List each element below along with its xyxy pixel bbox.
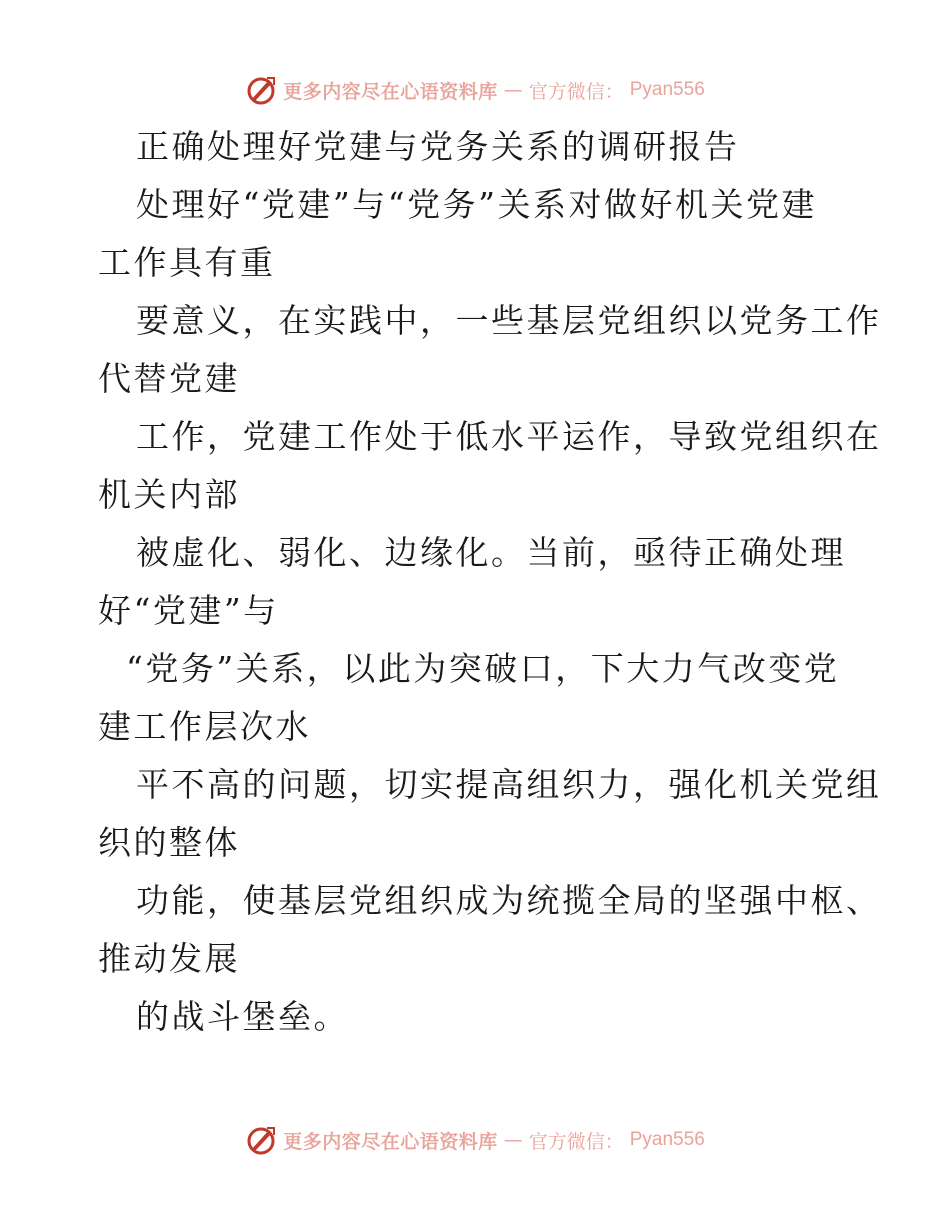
text-line: 的战斗堡垒。 — [136, 997, 349, 1036]
watermark-wechat-id: Pyan556 — [629, 1129, 705, 1150]
text-line: 织的整体 — [98, 823, 240, 862]
watermark-separator: — — [503, 79, 523, 101]
watermark-text: 更多内容尽在心语资料库 — [283, 80, 498, 103]
text-line: 机关内部 — [98, 475, 240, 514]
text-line: 好“党建”与 — [98, 591, 279, 630]
text-line: 推动发展 — [98, 939, 240, 978]
footer-watermark — [0, 1120, 950, 1160]
text-line: 工作具有重 — [98, 243, 276, 282]
watermark-separator: — — [503, 1129, 523, 1151]
watermark-wechat-id: Pyan556 — [629, 79, 705, 100]
text-line: 功能，使基层党组织成为统揽全局的坚强中枢、 — [136, 881, 882, 920]
quill-logo-icon — [245, 1124, 277, 1156]
watermark-wechat-label: 官方微信： — [528, 80, 624, 103]
document-title: 正确处理好党建与党务关系的调研报告 — [136, 127, 740, 166]
text-line: 平不高的问题，切实提高组织力，强化机关党组 — [136, 765, 882, 804]
header-watermark — [0, 70, 950, 110]
text-line: 代替党建 — [98, 359, 240, 398]
text-line: 工作，党建工作处于低水平运作，导致党组织在 — [136, 417, 882, 456]
text-line: 要意义，在实践中，一些基层党组织以党务工作 — [136, 301, 882, 340]
quill-logo-icon — [245, 74, 277, 106]
text-line: 建工作层次水 — [98, 707, 311, 746]
text-line: 被虚化、弱化、边缘化。当前，亟待正确处理 — [136, 533, 846, 572]
watermark-text: 更多内容尽在心语资料库 — [283, 1130, 498, 1153]
watermark-wechat-label: 官方微信： — [528, 1130, 624, 1153]
document-body — [98, 118, 882, 1046]
text-line: “党务”关系，以此为突破口，下大力气改变党 — [126, 649, 840, 688]
text-line: 处理好“党建”与“党务”关系对做好机关党建 — [136, 185, 817, 224]
